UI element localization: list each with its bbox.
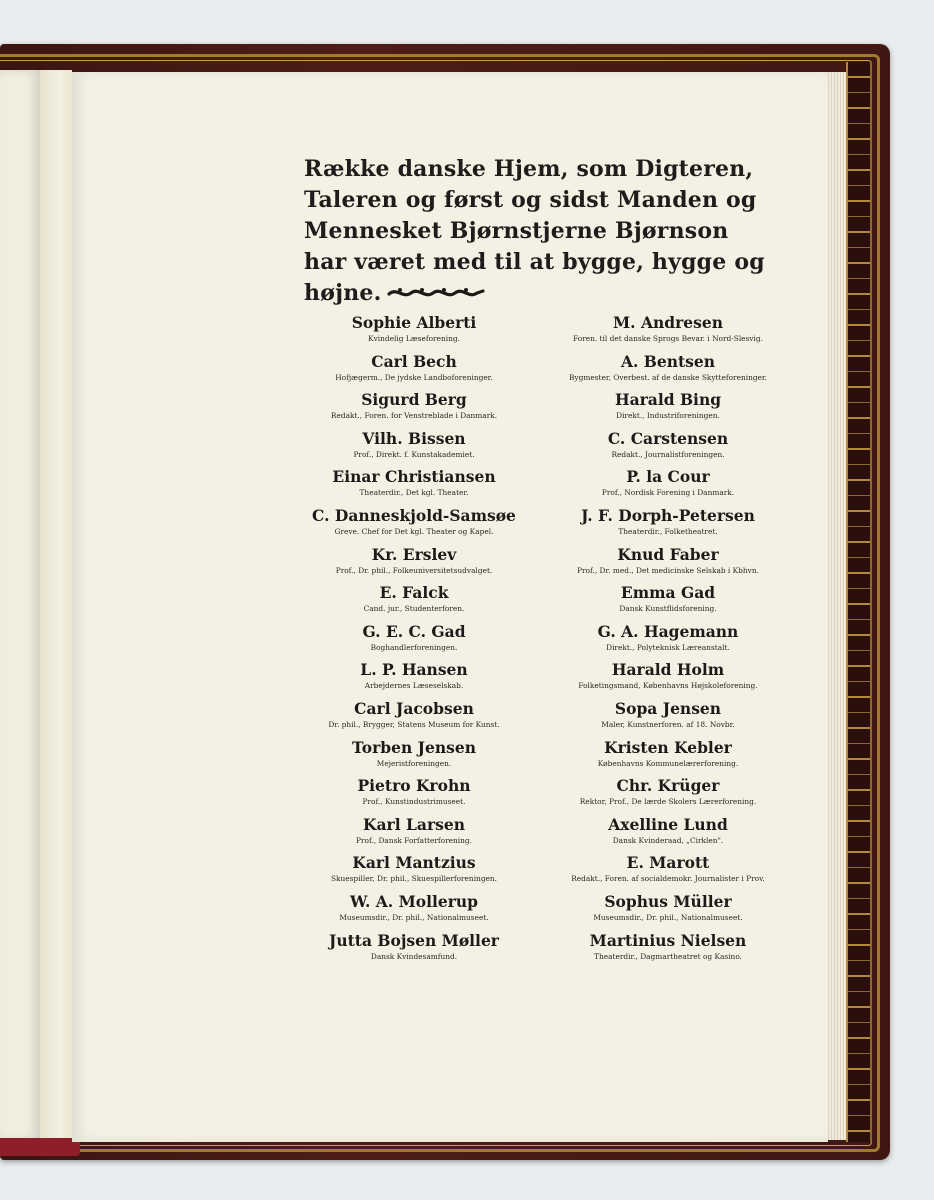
vine-flourish-icon bbox=[387, 279, 485, 310]
person-affiliation: Cand. jur., Studenterforen. bbox=[363, 604, 465, 614]
person-name: Knud Faber bbox=[617, 544, 719, 564]
list-item bbox=[548, 930, 788, 969]
person-name: Chr. Krüger bbox=[616, 776, 720, 796]
list-item bbox=[294, 659, 534, 698]
person-affiliation: Theaterdir., Det kgl. Theater. bbox=[359, 488, 469, 498]
person-name: Carl Bech bbox=[371, 351, 457, 371]
person-name: G. E. C. Gad bbox=[362, 621, 466, 641]
right-name-column bbox=[548, 312, 788, 968]
person-affiliation: Foren. til det danske Sprogs Bevar. i Nord-Slesvig. bbox=[573, 334, 763, 343]
person-affiliation: Prof., Dr. med., Det medicinske Selskab i Kbhvn. bbox=[577, 565, 759, 575]
person-name: L. P. Hansen bbox=[360, 660, 468, 680]
list-item bbox=[294, 737, 534, 776]
person-affiliation: Redakt., Foren. af socialdemokr. Journalister i Prov. bbox=[571, 874, 765, 884]
person-affiliation: Theaterdir., Folketheatret. bbox=[618, 526, 718, 536]
list-item bbox=[548, 582, 788, 621]
person-name: Axelline Lund bbox=[608, 814, 728, 834]
person-affiliation: Prof., Nordisk Forening i Danmark. bbox=[601, 488, 735, 498]
page-block-edge bbox=[826, 72, 846, 1140]
person-affiliation: Museumsdir., Dr. phil., Nationalmuseet. bbox=[339, 912, 489, 922]
person-name: Kristen Kebler bbox=[604, 737, 732, 757]
person-affiliation: Prof., Direkt. f. Kunstakademiet. bbox=[353, 449, 475, 459]
list-item bbox=[548, 544, 788, 583]
left-name-column bbox=[294, 312, 534, 968]
person-name: Sophie Alberti bbox=[351, 313, 477, 332]
person-name: Kr. Erslev bbox=[371, 544, 457, 564]
person-affiliation: Folketingsmand, Københavns Højskoleforening. bbox=[578, 681, 758, 691]
gilt-ornament-strip bbox=[846, 62, 872, 1142]
person-name: Martinius Nielsen bbox=[589, 930, 747, 950]
person-affiliation: Direkt., Industriforeningen. bbox=[616, 411, 720, 421]
person-affiliation: Dr. phil., Brygger, Statens Museum for Kunst. bbox=[328, 719, 500, 729]
list-item bbox=[294, 544, 534, 583]
person-affiliation: Rektor, Prof., De lærde Skolers Lærerforening. bbox=[579, 797, 757, 807]
person-name: Sigurd Berg bbox=[361, 390, 467, 410]
list-item bbox=[548, 312, 788, 351]
person-affiliation: Prof., Dansk Forfatterforening. bbox=[356, 835, 472, 845]
list-item bbox=[548, 389, 788, 428]
person-affiliation: Københavns Kommunelærerforening. bbox=[597, 758, 739, 768]
person-name: C. Carstensen bbox=[607, 428, 729, 448]
list-item bbox=[548, 466, 788, 505]
person-name: Harald Holm bbox=[611, 660, 725, 680]
person-name: G. A. Hagemann bbox=[597, 621, 739, 641]
person-affiliation: Greve. Chef for Det kgl. Theater og Kapel. bbox=[334, 526, 494, 536]
list-item bbox=[294, 698, 534, 737]
list-item bbox=[548, 852, 788, 891]
person-affiliation: Dansk Kvinderaad, „Cirklen". bbox=[612, 835, 724, 845]
person-name: Vilh. Bissen bbox=[362, 428, 466, 448]
list-item bbox=[294, 621, 534, 660]
person-affiliation: Direkt., Polyteknisk Læreanstalt. bbox=[606, 642, 730, 652]
person-affiliation: Dansk Kvindesamfund. bbox=[370, 951, 458, 961]
list-item bbox=[548, 505, 788, 544]
list-item bbox=[548, 891, 788, 930]
person-affiliation: Prof., Kunstindustrimuseet. bbox=[362, 797, 466, 807]
list-item bbox=[294, 466, 534, 505]
person-affiliation: Boghandlerforeningen. bbox=[370, 642, 458, 652]
person-affiliation: Bygmester, Overbest. af de danske Skytteforeninger. bbox=[569, 372, 767, 382]
person-affiliation: Kvindelig Læseforening. bbox=[368, 334, 460, 343]
person-name: Sophus Müller bbox=[604, 891, 732, 911]
list-item bbox=[294, 582, 534, 621]
left-page bbox=[0, 70, 40, 1140]
heading-text: Række danske Hjem, som Digteren, Taleren og først og sidst Manden og Mennesket Bjørnstjerne Bjørnson har været med til at bygge, hygge og højne. bbox=[304, 156, 765, 306]
person-name: Carl Jacobsen bbox=[354, 698, 474, 718]
list-item bbox=[294, 351, 534, 390]
person-affiliation: Arbejdernes Læseselskab. bbox=[364, 681, 464, 691]
bookmark-ribbon bbox=[0, 1138, 80, 1156]
person-name: Emma Gad bbox=[620, 583, 716, 603]
list-item bbox=[294, 775, 534, 814]
list-item bbox=[294, 312, 534, 351]
person-name: J. F. Dorph-Petersen bbox=[581, 505, 755, 525]
person-name: Sopa Jensen bbox=[614, 698, 722, 718]
list-item bbox=[548, 698, 788, 737]
person-name: W. A. Mollerup bbox=[349, 891, 478, 911]
list-item bbox=[294, 891, 534, 930]
list-item bbox=[294, 505, 534, 544]
person-name: Karl Larsen bbox=[363, 814, 465, 834]
list-item bbox=[294, 389, 534, 428]
list-item bbox=[548, 351, 788, 390]
list-item bbox=[548, 775, 788, 814]
person-name: Torben Jensen bbox=[352, 737, 476, 757]
person-name: Einar Christiansen bbox=[332, 467, 496, 487]
list-item bbox=[548, 737, 788, 776]
person-affiliation: Maler, Kunstnerforen. af 18. Novbr. bbox=[601, 719, 735, 729]
person-name: Karl Mantzius bbox=[352, 853, 476, 873]
person-affiliation: Redakt., Foren. for Venstreblade i Danmark. bbox=[330, 411, 498, 421]
person-affiliation: Redakt., Journalistforeningen. bbox=[611, 449, 725, 459]
person-name: E. Marott bbox=[626, 853, 710, 873]
list-item bbox=[294, 852, 534, 891]
person-affiliation: Hofjægerm., De jydske Landboforeninger. bbox=[335, 372, 493, 382]
person-affiliation: Prof., Dr. phil., Folkeuniversitetsudvalget. bbox=[335, 565, 493, 575]
person-affiliation: Skuespiller, Dr. phil., Skuespillerforeningen. bbox=[330, 874, 498, 884]
person-name: M. Andresen bbox=[613, 313, 723, 332]
person-name: Harald Bing bbox=[614, 390, 722, 410]
dedication-heading bbox=[304, 154, 774, 310]
right-page bbox=[72, 72, 828, 1142]
person-affiliation: Dansk Kunstflidsforening. bbox=[619, 604, 717, 614]
person-affiliation: Museumsdir., Dr. phil., Nationalmuseet. bbox=[593, 912, 743, 922]
person-name: E. Falck bbox=[379, 583, 449, 603]
person-affiliation: Mejeristforeningen. bbox=[376, 758, 452, 768]
list-item bbox=[548, 814, 788, 853]
list-item bbox=[294, 428, 534, 467]
list-item bbox=[548, 428, 788, 467]
gutter bbox=[40, 70, 72, 1142]
list-item bbox=[548, 621, 788, 660]
person-name: P. la Cour bbox=[626, 467, 710, 487]
list-item bbox=[294, 814, 534, 853]
person-name: C. Danneskjold-Samsøe bbox=[312, 505, 516, 525]
person-affiliation: Theaterdir., Dagmartheatret og Kasino. bbox=[594, 951, 742, 961]
person-name: Pietro Krohn bbox=[357, 776, 471, 796]
person-name: A. Bentsen bbox=[620, 351, 716, 371]
list-item bbox=[294, 930, 534, 969]
person-name: Jutta Bojsen Møller bbox=[329, 930, 499, 950]
list-item bbox=[548, 659, 788, 698]
